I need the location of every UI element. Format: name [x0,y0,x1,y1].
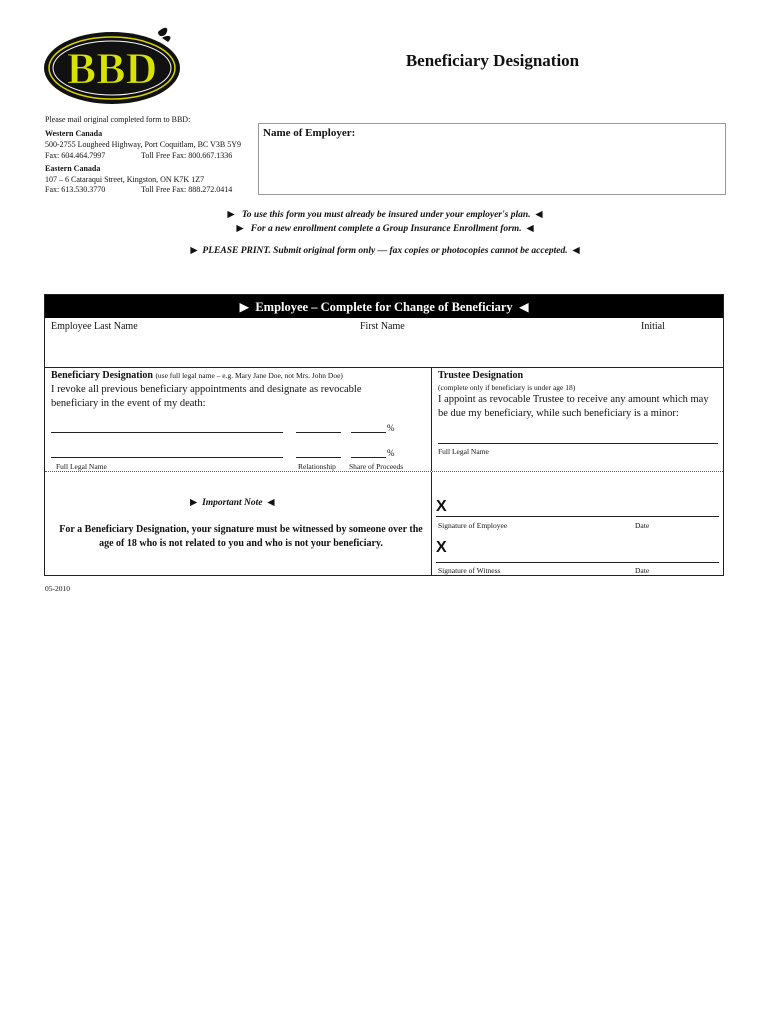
employee-date-label: Date [635,521,650,530]
percent-1: % [387,423,395,433]
trustee-heading: Trustee Designation [438,370,524,381]
beneficiary-name-line-1[interactable] [51,432,283,433]
page-title: Beneficiary Designation [405,51,580,70]
west-fax: Fax: 604.464.7997 [45,151,106,160]
trustee-name-line[interactable] [438,443,718,444]
witness-signature-label: Signature of Witness [438,566,501,575]
percent-2: % [387,448,395,458]
triangle-left-icon: ◀ [535,210,543,220]
employee-signature-line[interactable] [436,516,719,517]
mail-intro: Please mail original completed form to BBD: [45,115,191,124]
form-code: 05-2010 [45,584,70,593]
share-line-2[interactable] [351,457,386,458]
east-heading: Eastern Canada [45,164,101,173]
trustee-full-name: Full Legal Name [438,447,489,456]
employee-first-name-label: First Name [360,321,405,332]
beneficiary-heading: Beneficiary Designation [51,370,153,381]
triangle-left-icon: ◀ [267,498,275,508]
col-share: Share of Proceeds [349,462,404,471]
col-full-name: Full Legal Name [56,462,107,471]
east-address: 107 – 6 Cataraqui Street, Kingston, ON K7K 1Z7 [45,175,205,184]
notice-line-1 [150,209,620,220]
triangle-left-icon: ◀ [518,300,529,314]
important-note-body: For a Beneficiary Designation, your signature must be witnessed by someone over the age of 18 who is not related to you and who is not your beneficiary. [59,524,423,549]
employer-box[interactable] [258,123,726,195]
west-heading: Western Canada [45,129,103,138]
employee-section [44,294,724,576]
bbd-logo [42,22,188,106]
logo-text: BBD [66,44,158,93]
x-mark-employee: X [436,498,447,515]
col-relationship: Relationship [298,462,336,471]
west-tollfree: Toll Free Fax: 800.667.1336 [141,151,233,160]
triangle-right-icon: ▶ [239,300,250,314]
east-fax: Fax: 613.530.3770 [45,185,106,194]
triangle-right-icon: ▶ [190,246,198,256]
witness-signature-line[interactable] [436,562,719,563]
notice-line-3 [100,245,670,256]
east-tollfree: Toll Free Fax: 888.272.0414 [141,185,233,194]
important-note-text: Important Note [202,498,263,508]
notice-line-2 [150,223,620,234]
employee-name-field[interactable] [45,318,723,367]
employee-initial-label: Initial [641,321,665,332]
triangle-left-icon: ◀ [526,224,534,234]
employer-label: Name of Employer: [263,127,356,139]
triangle-right-icon: ▶ [190,498,198,508]
relationship-line-2[interactable] [296,457,341,458]
trustee-body: I appoint as revocable Trustee to receive any amount which may be due my beneficiary, while such beneficiary is a minor: [438,394,709,419]
x-mark-witness: X [436,539,447,556]
notice-text-2: For a new enrollment complete a Group Insurance Enrollment form. [250,224,522,234]
triangle-left-icon: ◀ [572,246,580,256]
section-header: Employee – Complete for Change of Beneficiary [255,300,513,314]
relationship-line-1[interactable] [296,432,341,433]
share-line-1[interactable] [351,432,386,433]
important-note-label [190,497,275,508]
triangle-right-icon: ▶ [236,224,244,234]
west-address: 500-2755 Lougheed Highway, Port Coquitlam, BC V3B 5Y9 [45,140,241,149]
beneficiary-note: (use full legal name – e.g. Mary Jane Doe, not Mrs. John Doe) [155,371,343,380]
trustee-note: (complete only if beneficiary is under age 18) [438,383,576,392]
triangle-right-icon: ▶ [227,210,235,220]
notice-text-3: PLEASE PRINT. Submit original form only — fax copies or photocopies cannot be accepted. [202,246,568,256]
notice-text-1: To use this form you must already be insured under your employer's plan. [241,210,531,220]
beneficiary-heading-row [51,370,343,381]
employee-last-name-label: Employee Last Name [51,321,138,332]
dotted-divider [45,471,723,472]
employee-signature-label: Signature of Employee [438,521,508,530]
beneficiary-body: I revoke all previous beneficiary appointments and designate as revocable beneficiary in the event of my death: [51,384,362,409]
beneficiary-name-line-2[interactable] [51,457,283,458]
section-header-bar [45,295,723,318]
logo-graphic [42,22,188,106]
witness-date-label: Date [635,566,650,575]
